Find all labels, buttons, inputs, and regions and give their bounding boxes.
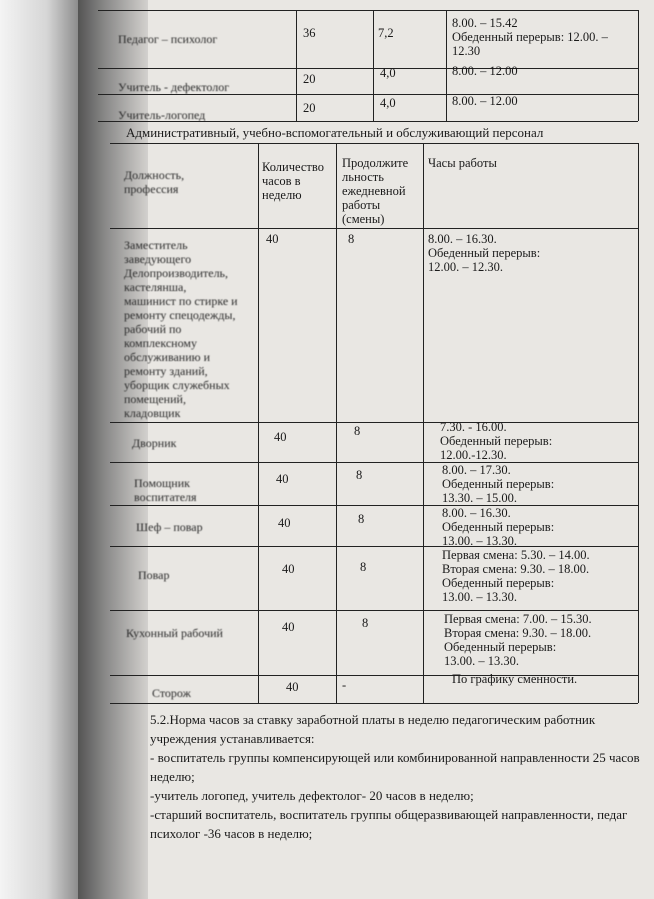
table-cell-hours: 36 <box>303 26 316 40</box>
row-schedule: 7.30. - 16.00. Обеденный перерыв: 12.00.-12.30. <box>440 420 553 462</box>
header-hours: Количество часов в неделю <box>262 160 324 202</box>
table-cell-hours: 20 <box>303 72 316 86</box>
paragraph-line: - воспитатель группы компенсирующей или комбинированной направленности 25 часов <box>150 750 640 765</box>
row-daily: - <box>342 678 347 692</box>
document-page <box>78 0 654 899</box>
header-schedule: Часы работы <box>428 156 497 170</box>
row-hours: 40 <box>282 562 295 576</box>
row-schedule: 8.00. – 16.30. Обеденный перерыв: 13.00. – 13.30. <box>442 506 555 548</box>
table-cell-schedule: 8.00. – 12.00 <box>452 94 518 108</box>
row-hours: 40 <box>276 472 289 486</box>
paragraph-line: -учитель логопед, учитель дефектолог- 20 часов в неделю; <box>150 788 474 803</box>
header-position: Должность, профессия <box>124 168 185 196</box>
header-daily: Продолжите льность ежедневной работы (смены) <box>342 156 409 226</box>
paragraph-line: 5.2.Норма часов за ставку заработной платы в неделю педагогическим работник <box>150 712 596 727</box>
row-schedule: 8.00. – 16.30. Обеденный перерыв: 12.00. – 12.30. <box>428 232 541 274</box>
section-title: Административный, учебно-вспомогательный и обслуживающий персонал <box>126 125 544 140</box>
table-cell-position: Педагог – психолог <box>118 32 218 46</box>
row-position: Сторож <box>152 686 191 700</box>
row-hours: 40 <box>266 232 279 246</box>
row-daily: 8 <box>358 512 365 526</box>
row-position: Шеф – повар <box>136 520 203 534</box>
paragraph-line: учреждения устанавливается: <box>150 731 315 746</box>
table-cell-hours: 20 <box>303 101 316 115</box>
row-daily: 8 <box>360 560 367 574</box>
page-gutter <box>0 0 78 899</box>
table-cell-schedule: 8.00. – 12.00 <box>452 64 518 78</box>
table-cell-schedule: Обеденный перерыв: 12.00. – <box>452 30 608 44</box>
table-cell-schedule: 12.30 <box>452 44 481 58</box>
table-cell-position: Учитель-логопед <box>118 108 206 122</box>
table-cell-daily: 4,0 <box>380 66 396 80</box>
row-position: Повар <box>138 568 170 582</box>
row-daily: 8 <box>348 232 355 246</box>
table-cell-daily: 7,2 <box>378 26 394 40</box>
row-schedule: 8.00. – 17.30. Обеденный перерыв: 13.30. – 15.00. <box>442 463 555 505</box>
row-hours: 40 <box>278 516 291 530</box>
row-position: Дворник <box>132 436 177 450</box>
table-cell-daily: 4,0 <box>380 96 396 110</box>
row-hours: 40 <box>274 430 287 444</box>
table-cell-position: Учитель - дефектолог <box>118 80 230 94</box>
row-position: Заместитель заведующего Делопроизводитель, кастелянша, машинист по стирке и ремонту спецодежды, рабочий по комплексному обслуживанию и ремонту зданий, уборщик служебных помещений, кладовщик <box>124 238 238 420</box>
row-position: Помощник воспитателя <box>134 476 197 504</box>
paragraph-line: неделю; <box>150 769 195 784</box>
row-daily: 8 <box>356 468 363 482</box>
row-hours: 40 <box>286 680 299 694</box>
row-position: Кухонный рабочий <box>126 626 223 640</box>
paragraph-line: психолог -36 часов в неделю; <box>150 826 313 841</box>
row-daily: 8 <box>354 424 361 438</box>
row-daily: 8 <box>362 616 369 630</box>
table-cell-schedule: 8.00. – 15.42 <box>452 16 518 30</box>
row-schedule: По графику сменности. <box>452 672 578 686</box>
row-schedule: Первая смена: 5.30. – 14.00. Вторая смена: 9.30. – 18.00. Обеденный перерыв: 13.00. – 13.30. <box>442 548 590 604</box>
row-hours: 40 <box>282 620 295 634</box>
paragraph-line: -старший воспитатель, воспитатель группы общеразвивающей направленности, педаг <box>150 807 628 822</box>
row-schedule: Первая смена: 7.00. – 15.30. Вторая смена: 9.30. – 18.00. Обеденный перерыв: 13.00. – 13.30. <box>444 612 592 668</box>
